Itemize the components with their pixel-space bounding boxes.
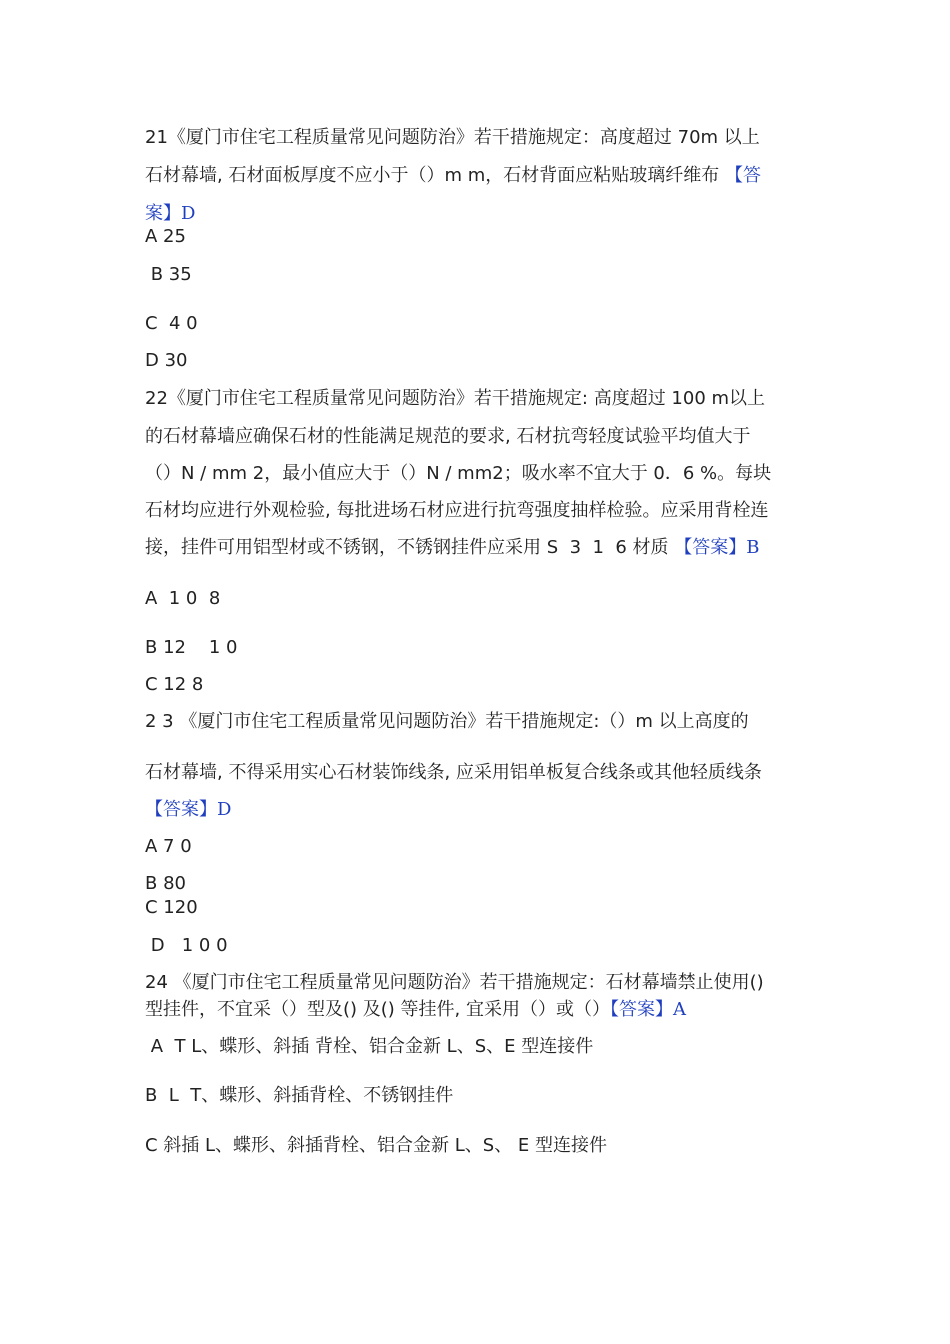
q21-line-1: 21《厦门市住宅工程质量常见问题防治》若干措施规定：高度超过 70m 以上 xyxy=(145,127,760,148)
q22-line-1: 22《厦门市住宅工程质量常见问题防治》若干措施规定: 高度超过 100 m以上 xyxy=(145,388,766,409)
q22-line-4: 石材均应进行外观检验, 每批进场石材应进行抗弯强度抽样检验。应采用背栓连 xyxy=(145,500,769,521)
q22-option-a: A 1 0 8 xyxy=(145,588,221,609)
q22-line-5-text: 接，挂件可用铝型材或不锈钢，不锈钢挂件应采用 S 3 1 6 材质 xyxy=(145,537,675,558)
q24-option-c: C 斜插 L、蝶形、斜插背栓、铝合金新 L、S、 E 型连接件 xyxy=(145,1135,608,1156)
q23-answer: 【答案】D xyxy=(145,799,232,820)
q21-option-d: D 30 xyxy=(145,350,188,371)
q21-answer-part2: 案】D xyxy=(145,203,196,224)
q21-option-a: A 25 xyxy=(145,226,186,247)
q23-line-1: 2 3 《厦门市住宅工程质量常见问题防治》若干措施规定:（）m 以上高度的 xyxy=(145,711,749,732)
q23-option-a: A 7 0 xyxy=(145,836,192,857)
q23-option-d: D 1 0 0 xyxy=(145,935,228,956)
q23-option-b: B 80 xyxy=(145,873,186,894)
q22-line-3: （）N / mm 2，最小值应大于（）N / mm2；吸水率不宜大于 0．6 %。每块 xyxy=(145,463,772,484)
q22-line-2: 的石材幕墙应确保石材的性能满足规范的要求, 石材抗弯轻度试验平均值大于 xyxy=(145,426,751,447)
q22-option-b: B 12 1 0 xyxy=(145,637,238,658)
q24-line-2 xyxy=(145,998,686,1022)
q22-answer: 【答案】B xyxy=(674,537,760,558)
q21-answer-part1: 【答 xyxy=(724,165,761,186)
q22-option-c: C 12 8 xyxy=(145,674,204,695)
q21-option-b: B 35 xyxy=(145,264,192,285)
q23-option-c: C 120 xyxy=(145,897,198,918)
q24-option-b: B L T、蝶形、斜插背栓、不锈钢挂件 xyxy=(145,1085,454,1106)
q21-line-2 xyxy=(145,164,761,188)
q22-line-5 xyxy=(145,536,760,560)
q24-line-1: 24 《厦门市住宅工程质量常见问题防治》若干措施规定：石材幕墙禁止使用() xyxy=(145,972,764,993)
q24-line-2-text: 型挂件，不宜采（）型及() 及() 等挂件, 宜采用（）或（） xyxy=(145,999,610,1020)
q24-answer: 【答案】A xyxy=(609,999,686,1020)
q23-line-2: 石材幕墙, 不得采用实心石材装饰线条, 应采用铝单板复合线条或其他轻质线条 xyxy=(145,762,762,783)
q21-line-2-text: 石材幕墙, 石材面板厚度不应小于（）m m，石材背面应粘贴玻璃纤维布 xyxy=(145,165,725,186)
q21-option-c: C 4 0 xyxy=(145,313,198,334)
q24-option-a: A T L、蝶形、斜插 背栓、铝合金新 L、S、E 型连接件 xyxy=(145,1036,594,1057)
